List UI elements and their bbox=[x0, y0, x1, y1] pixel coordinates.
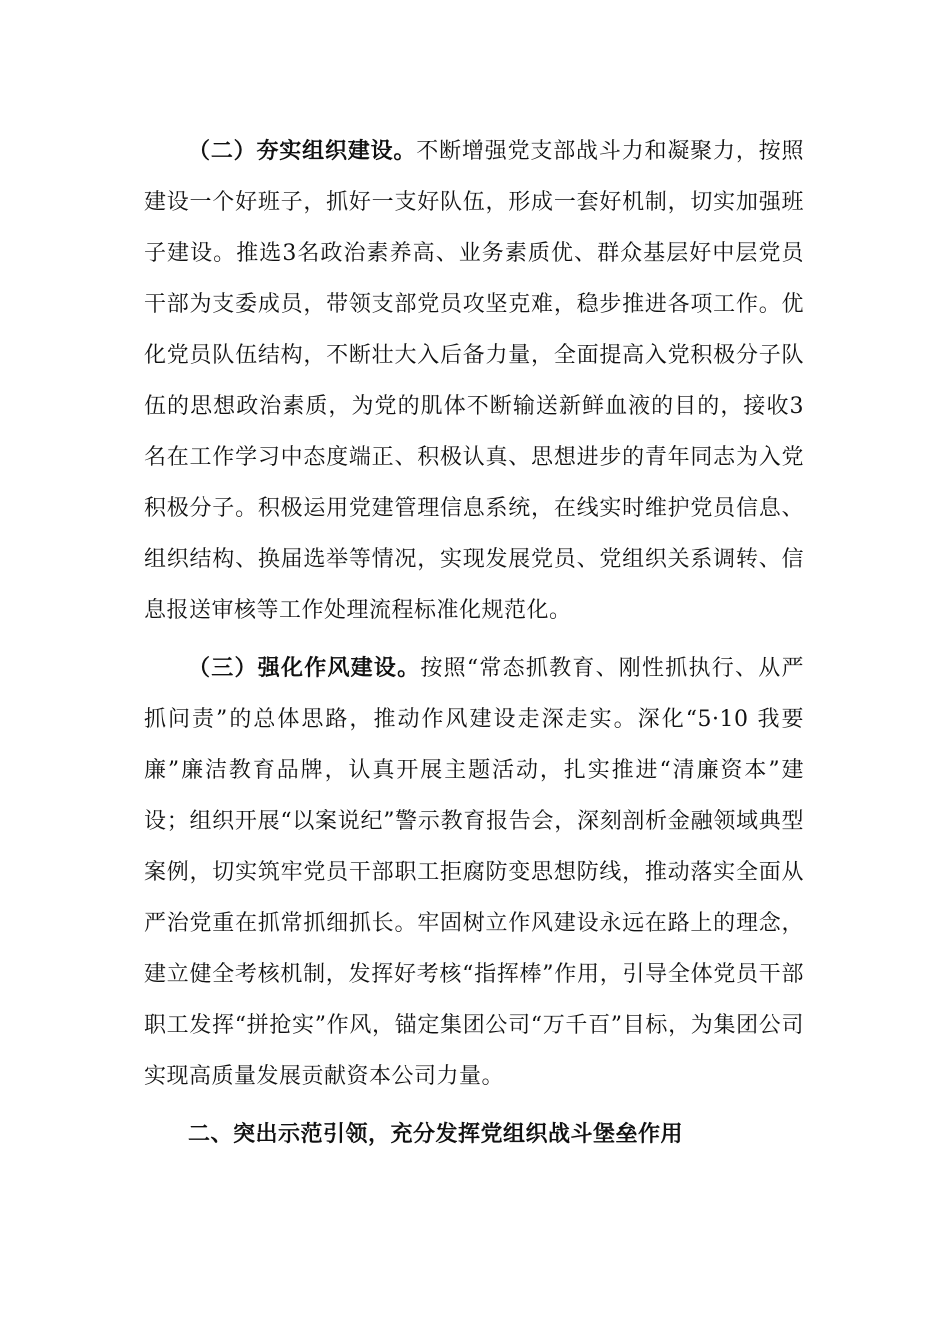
section-heading: 二、突出示范引领，充分发挥党组织战斗堡垒作用 bbox=[188, 1121, 684, 1147]
paragraph-body-text: 不断增强党支部战斗力和凝聚力，按照建设一个好班子，抓好一支好队伍，形成一套好机制，切实加强班子建设。推选3名政治素养高、业务素质优、群众基层好中层党员干部为支委成员，带领支部党员攻坚克难，稳步推进各项工作。优化党员队伍结构，不断壮大入后备力量，全面提高入党积极分子队伍的思想政治素质，为党的肌体不断输送新鲜血液的目的，接收3名在工作学习中态度端正、积极认真、思想进步的青年同志为入党积极分子。积极运用党建管理信息系统，在线实时维护党员信息、组织结构、换届选举等情况，实现发展党员、党组织关系调转、信息报送审核等工作处理流程标准化规范化。 bbox=[144, 139, 804, 623]
paragraph-style-building bbox=[144, 643, 804, 1102]
paragraph-organization-building bbox=[144, 126, 804, 636]
paragraph-lead-heading: （三）强化作风建设。 bbox=[188, 655, 421, 681]
paragraph-lead-heading: （二）夯实组织建设。 bbox=[188, 138, 417, 164]
paragraph-body-text: 按照“常态抓教育、刚性抓执行、从严抓问责”的总体思路，推动作风建设走深走实。深化“5·10 我要廉”廉洁教育品牌，认真开展主题活动，扎实推进“清廉资本”建设；组织开展“以案说纪”警示教育报告会，深刻剖析金融领域典型案例，切实筑牢党员干部职工拒腐防变思想防线，推动落实全面从严治党重在抓常抓细抓长。牢固树立作风建设永远在路上的理念，建立健全考核机制，发挥好考核“指挥棒”作用，引导全体党员干部职工发挥“拼抢实”作风，锚定集团公司“万千百”目标，为集团公司实现高质量发展贡献资本公司力量。 bbox=[144, 656, 804, 1089]
document-page bbox=[144, 126, 804, 1160]
